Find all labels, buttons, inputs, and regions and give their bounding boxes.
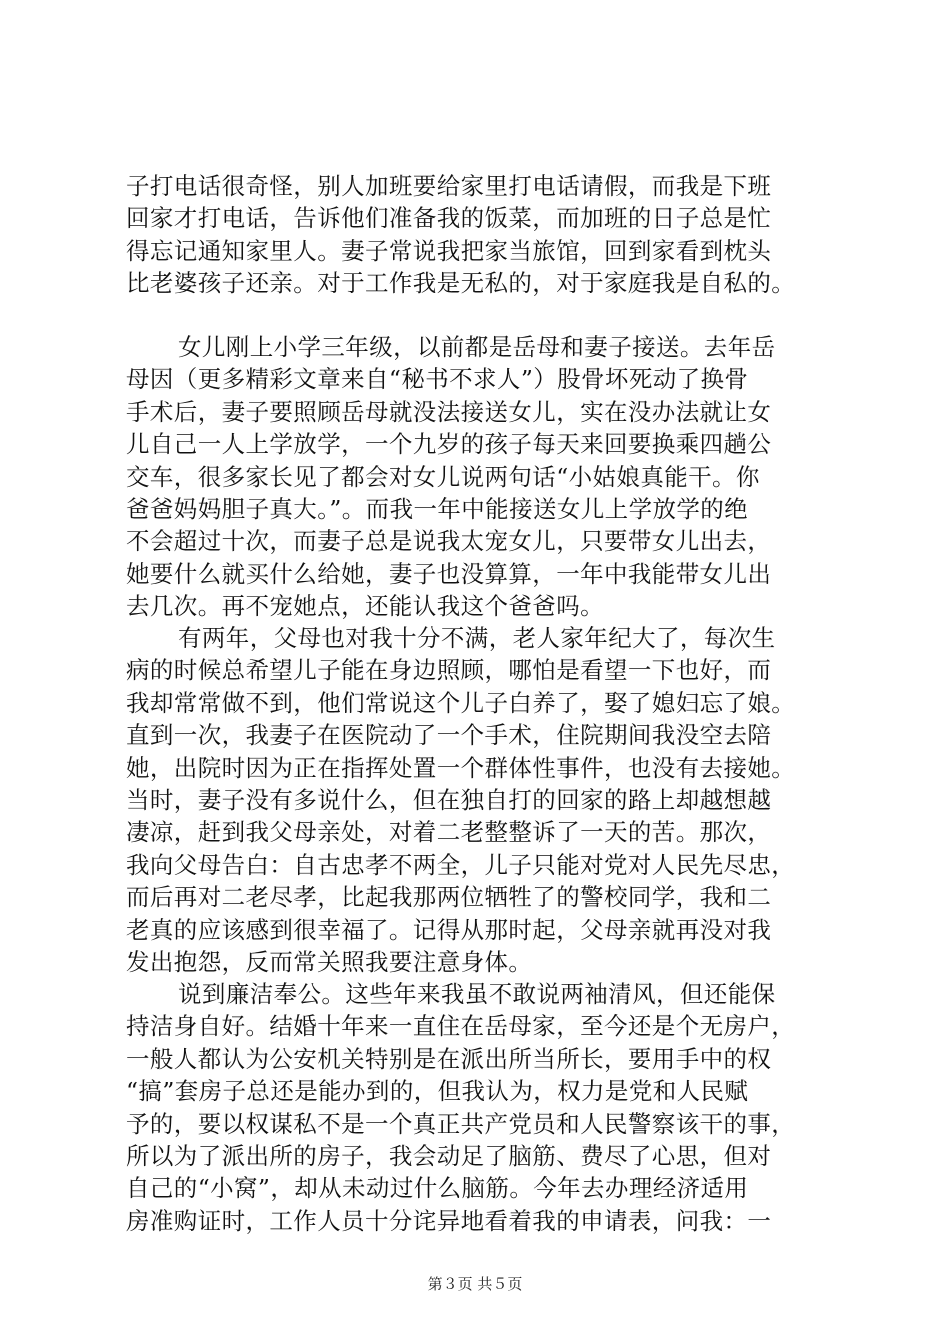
paragraph-line: 一般人都认为公安机关特别是在派出所当所长，要用手中的权 — [126, 1044, 772, 1073]
paragraph-line: 所以为了派出所的房子，我会动足了脑筋、费尽了心思，但对 — [126, 1141, 772, 1170]
paragraph-line: 房准购证时，工作人员十分诧异地看着我的申请表，问我：一 — [126, 1206, 772, 1235]
paragraph-line: 手术后，妻子要照顾岳母就没法接送女儿，实在没办法就让女 — [126, 397, 772, 426]
paragraph-4 — [126, 978, 846, 1237]
paragraph-2 — [126, 331, 846, 623]
paragraph-line: 女儿刚上小学三年级，以前都是岳母和妻子接送。去年岳 — [178, 333, 776, 361]
paragraph-line: 直到一次，我妻子在医院动了一个手术，住院期间我没空去陪 — [126, 721, 772, 750]
paragraph-line: 发出抱怨，反而常关照我要注意身体。 — [126, 947, 533, 976]
paragraph-line: 我却常常做不到，他们常说这个儿子白养了，娶了媳妇忘了娘。 — [126, 688, 796, 717]
paragraph-line: 我向父母告白：自古忠孝不两全，儿子只能对党对人民先尽忠， — [126, 850, 796, 879]
paragraph-line: 不会超过十次，而妻子总是说我太宠女儿，只要带女儿出去， — [126, 527, 772, 556]
paragraph-line: 子打电话很奇怪，别人加班要给家里打电话请假，而我是下班 — [126, 172, 772, 200]
paragraph-line: 有两年，父母也对我十分不满，老人家年纪大了，每次生 — [178, 624, 776, 652]
paragraph-line: 她，出院时因为正在指挥处置一个群体性事件，也没有去接她。 — [126, 753, 796, 782]
paragraph-line: 她要什么就买什么给她，妻子也没算算，一年中我能带女儿出 — [126, 559, 772, 588]
paragraph-line: 交车，很多家长见了都会对女儿说两句话“小姑娘真能干。你 — [126, 462, 760, 491]
paragraph-line: 当时，妻子没有多说什么，但在独自打的回家的路上却越想越 — [126, 785, 772, 814]
paragraph-line: 病的时候总希望儿子能在身边照顾，哪怕是看望一下也好，而 — [126, 656, 772, 685]
paragraph-line: 持洁身自好。结婚十年来一直住在岳母家，至今还是个无房户， — [126, 1012, 796, 1041]
paragraph-1 — [126, 170, 846, 300]
paragraph-line: 去几次。再不宠她点，还能认我这个爸爸吗。 — [126, 592, 604, 621]
page-number-footer: 第３页 共５页 — [427, 1275, 523, 1293]
paragraph-line: 老真的应该感到很幸福了。记得从那时起，父母亲就再没对我 — [126, 915, 772, 944]
paragraph-line: 爸爸妈妈胆子真大。”。而我一年中能接送女儿上学放学的绝 — [126, 494, 749, 523]
paragraph-line: 得忘记通知家里人。妻子常说我把家当旅馆，回到家看到枕头 — [126, 236, 772, 265]
paragraph-line: 儿自己一人上学放学，一个九岁的孩子每天来回要换乘四趟公 — [126, 430, 772, 459]
paragraph-line: 凄凉，赶到我父母亲处，对着二老整整诉了一天的苦。那次， — [126, 818, 772, 847]
paragraph-line: 自己的“小窝”，却从未动过什么脑筋。今年去办理经济适用 — [126, 1174, 749, 1203]
paragraph-line: 而后再对二老尽孝，比起我那两位牺牲了的警校同学，我和二 — [126, 883, 772, 912]
paragraph-line: 母因（更多精彩文章来自“秘书不求人”）股骨坏死动了换骨 — [126, 365, 749, 394]
paragraph-line: 比老婆孩子还亲。对于工作我是无私的，对于家庭我是自私的。 — [126, 269, 796, 298]
paragraph-line: 予的，要以权谋私不是一个真正共产党员和人民警察该干的事， — [126, 1109, 796, 1138]
paragraph-3 — [126, 622, 846, 978]
paragraph-line: “搞”套房子总还是能办到的，但我认为，权力是党和人民赋 — [126, 1077, 749, 1106]
paragraph-line: 回家才打电话，告诉他们准备我的饭菜，而加班的日子总是忙 — [126, 204, 772, 233]
paragraph-line: 说到廉洁奉公。这些年来我虽不敢说两袖清风，但还能保 — [178, 980, 776, 1008]
